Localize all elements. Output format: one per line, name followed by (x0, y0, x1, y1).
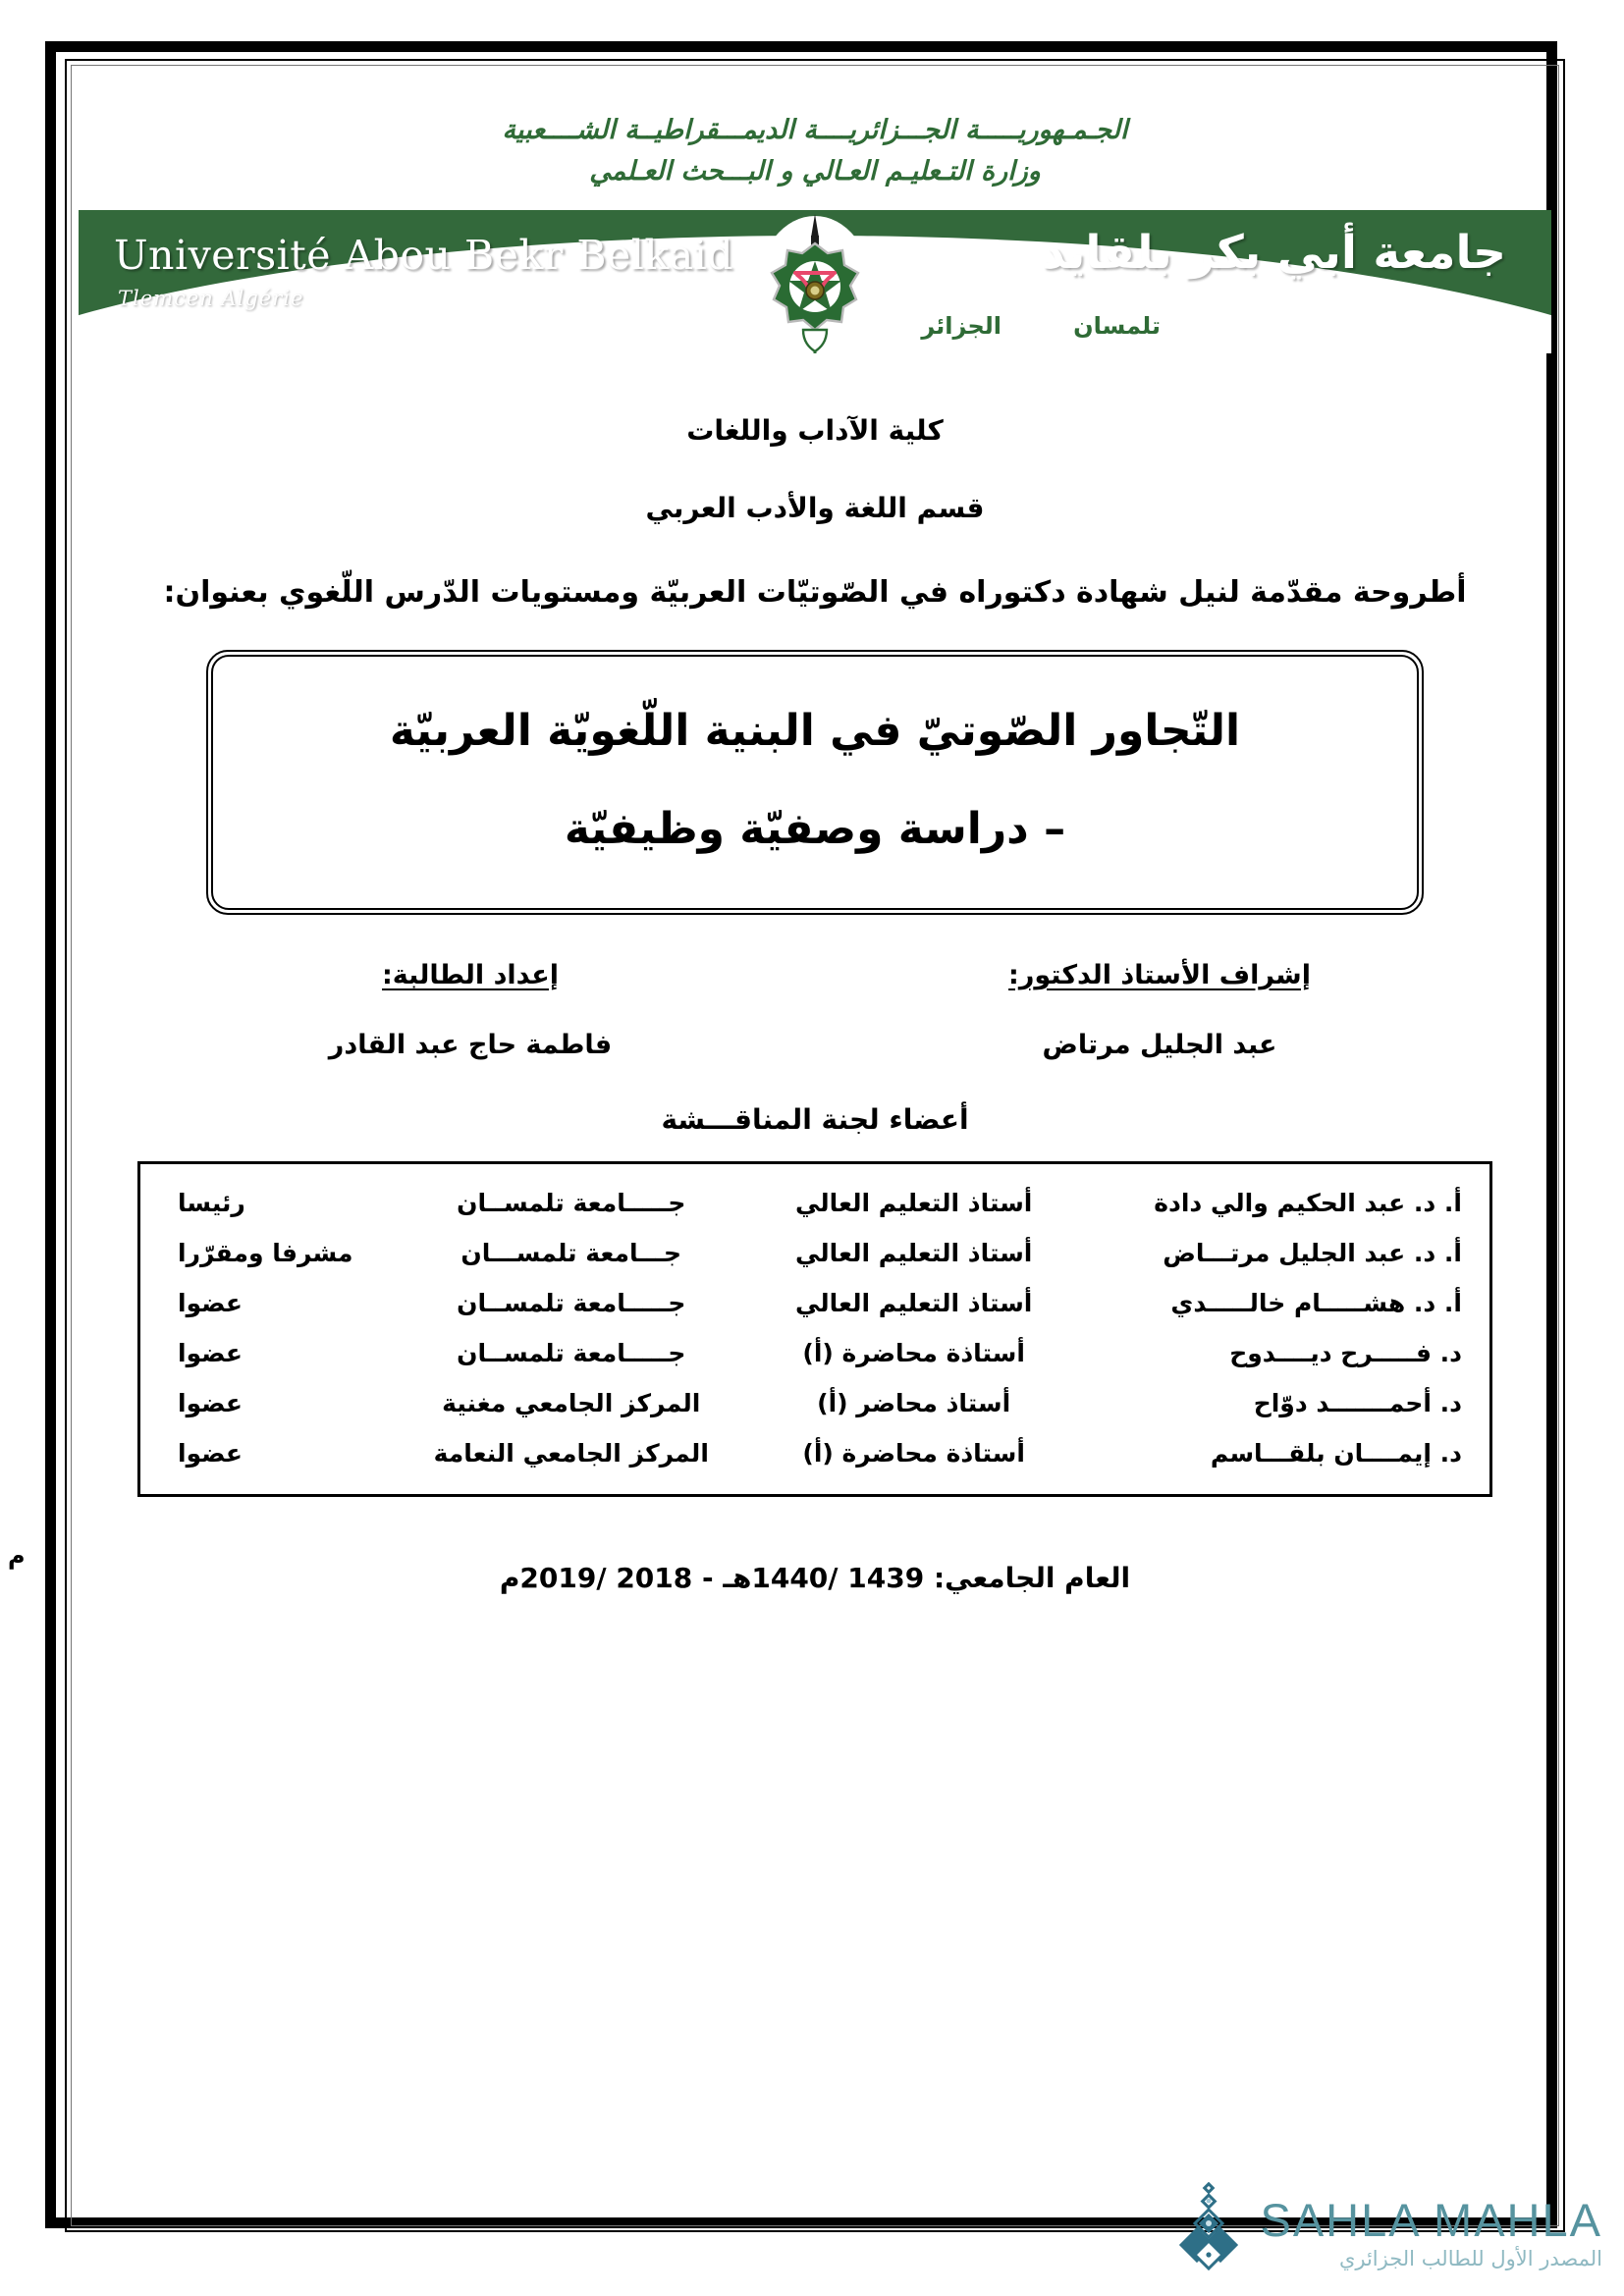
jury-member-name: د. أحمـــــــد دوّاح (1253, 1388, 1462, 1417)
jury-member-rank: أستاذ التعليم العالي (794, 1188, 1033, 1217)
jury-heading: أعضاء لجنة المناقـــشة (661, 1102, 969, 1136)
people-row (177, 960, 1453, 1060)
table-row (156, 1428, 1474, 1478)
republic-header (79, 73, 1551, 192)
sahla-mahla-logo-icon (1167, 2182, 1250, 2284)
watermark-tagline: المصدر الأول للطالب الجزائري (1338, 2247, 1602, 2270)
student-column (177, 960, 764, 1060)
jury-member-institution: جـــــامعة تلمســان (457, 1288, 686, 1317)
jury-member-institution: جـــــامعة تلمســان (457, 1188, 686, 1217)
jury-member-rank: أستاذ التعليم العالي (794, 1288, 1033, 1317)
university-name-french: Université Abou Bekr Belkaid (114, 231, 734, 279)
jury-member-rank: أستاذ محاضر (أ) (817, 1388, 1011, 1417)
jury-member-rank: أستاذة محاضرة (أ) (802, 1338, 1025, 1367)
jury-member-name: أ. د. هشـــــام خالـــــدي (1170, 1288, 1462, 1317)
jury-member-role: عضوا (178, 1288, 243, 1317)
watermark-text (1260, 2194, 1602, 2270)
degree-statement: أطروحة مقدّمة لنيل شهادة دكتوراه في الصّوتيّات العربيّة ومستويات الدّرس اللّغوي بعنوان: (163, 574, 1467, 610)
thesis-title-outer-border (206, 650, 1424, 915)
jury-member-institution: جـــامعة تلمســـان (460, 1238, 682, 1267)
table-row (156, 1228, 1474, 1278)
jury-table (156, 1178, 1474, 1478)
thesis-title-line-2: – دراسة وصفيّة وظيفيّة (564, 804, 1066, 855)
supervisor-name: عبد الجليل مرتاض (1042, 1029, 1277, 1060)
academic-year: العام الجامعي: 1439 /1440هـ - 2018 /2019م (499, 1561, 1131, 1594)
thesis-title-line-1: التّجاور الصّوتيّ في البنية اللّغويّة العربيّة (389, 706, 1241, 757)
jury-member-name: أ. د. عبد الحكيم والي دادة (1154, 1188, 1462, 1217)
jury-member-role: عضوا (178, 1438, 243, 1468)
faculty-block (79, 414, 1551, 617)
thesis-title-box (206, 650, 1424, 915)
table-row (156, 1178, 1474, 1228)
jury-member-institution: جـــــامعة تلمســان (457, 1338, 686, 1367)
faculty-name: كلية الآداب واللغات (686, 413, 944, 447)
jury-table-box (137, 1161, 1492, 1497)
university-country-arabic: الجزائر (921, 311, 1001, 340)
supervisor-label: إشراف الأستاذ الدكتور: (1008, 959, 1311, 990)
jury-member-institution: المركز الجامعي مغنية (442, 1388, 701, 1417)
table-row (156, 1278, 1474, 1328)
student-label: إعداد الطالبة: (382, 959, 559, 990)
page-content (79, 73, 1551, 2218)
university-name-arabic: جامعة أبي بكر بلقايد (1041, 225, 1506, 280)
student-name: فاطمة حاج عبد القادر (328, 1029, 613, 1060)
watermark-brand: SAHLA MAHLA (1260, 2194, 1602, 2246)
republic-line-2: وزارة التـعليـم العـالي و البـــحث العـلمي (589, 155, 1041, 187)
watermark (1167, 2182, 1602, 2284)
department-name: قسم اللغة والأدب العربي (645, 491, 985, 524)
university-city-arabic: تلمسان (1073, 311, 1161, 340)
jury-member-role: مشرفا ومقرّرا (178, 1238, 353, 1267)
jury-member-role: عضوا (178, 1338, 243, 1367)
jury-member-name: د. فـــــرح ديــــدوح (1229, 1338, 1462, 1367)
jury-member-rank: أستاذ التعليم العالي (794, 1238, 1033, 1267)
table-row (156, 1328, 1474, 1378)
jury-member-rank: أستاذة محاضرة (أ) (802, 1438, 1025, 1468)
university-banner (79, 210, 1551, 353)
republic-line-1: الجـمـهوريـــــة الجـــزائريــــة الديمـــقراطيــة الشــــعبية (502, 115, 1128, 145)
university-emblem-icon (751, 212, 879, 353)
jury-table-body (156, 1178, 1474, 1478)
table-row (156, 1378, 1474, 1428)
jury-member-role: عضوا (178, 1388, 243, 1417)
jury-member-role: رئيسا (178, 1188, 245, 1217)
jury-member-institution: المركز الجامعي النعامة (433, 1438, 709, 1468)
supervisor-column (866, 960, 1453, 1060)
jury-member-name: د. إيمــــان بلقـــاسم (1210, 1438, 1462, 1468)
thesis-title-inner (211, 655, 1419, 910)
jury-member-name: أ. د. عبد الجليل مرتـــاض (1163, 1238, 1462, 1267)
university-city-french: Tlemcen Algérie (118, 286, 304, 310)
margin-glyph: م (8, 1542, 26, 1570)
